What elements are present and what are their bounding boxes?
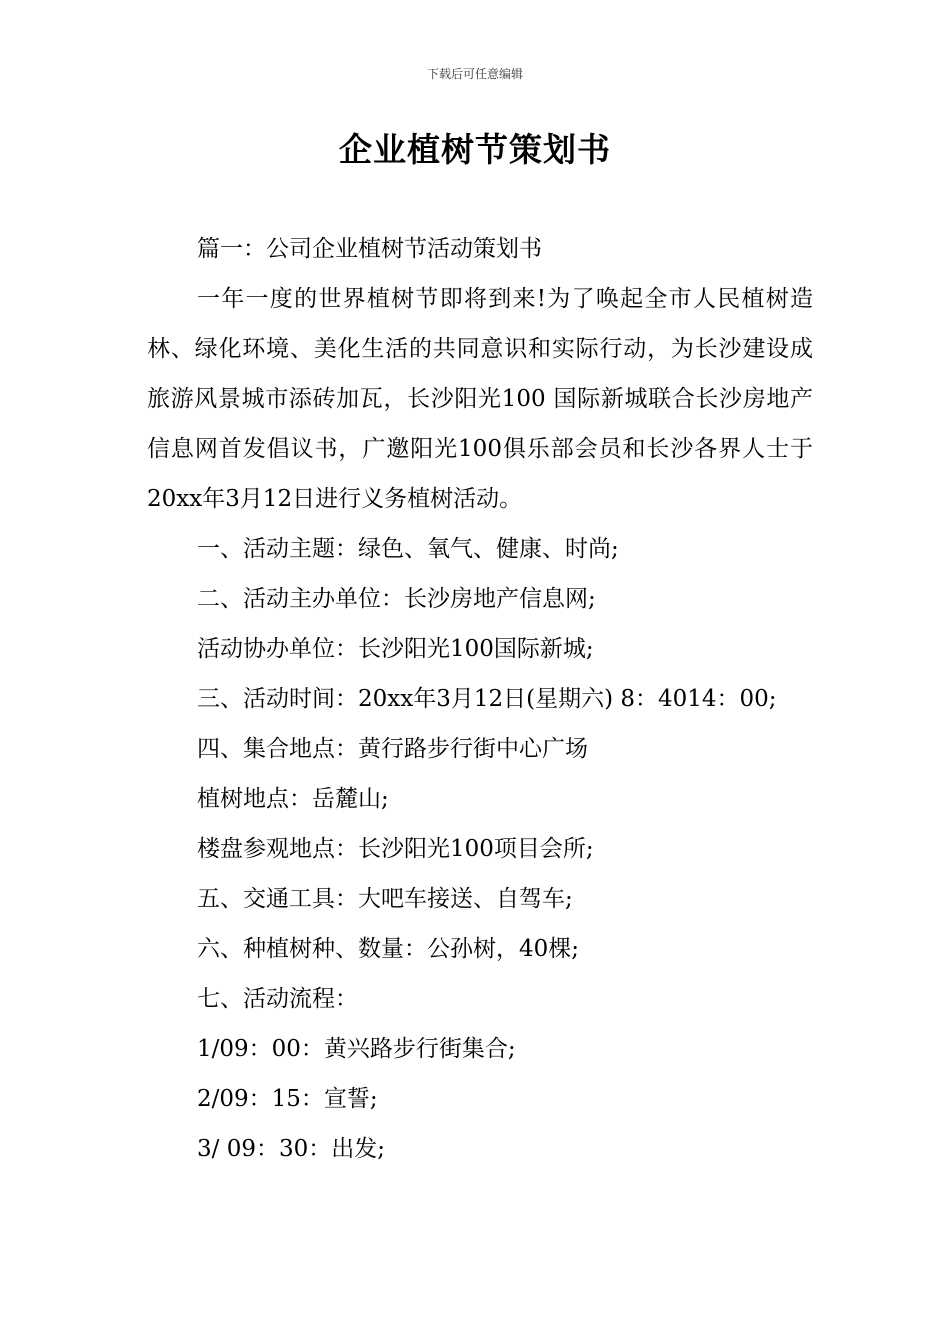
- document-title: 企业植树节策划书: [339, 130, 611, 169]
- document-body: [147, 224, 813, 1174]
- activity-process-heading: 七、活动流程：: [197, 986, 358, 1012]
- activity-theme: 一、活动主题：绿色、氧气、健康、时尚;: [197, 536, 619, 562]
- activity-organizer: 二、活动主办单位：长沙房地产信息网;: [197, 586, 596, 612]
- activity-co-organizer: 活动协办单位：长沙阳光100国际新城;: [197, 636, 594, 662]
- planting-location: 植树地点：岳麓山;: [197, 786, 389, 812]
- transportation: 五、交通工具：大吧车接送、自驾车;: [197, 886, 573, 912]
- tree-species-quantity: 六、种植树种、数量：公孙树，40棵;: [197, 936, 580, 962]
- process-step: 2/09：15：宣誓;: [197, 1086, 378, 1112]
- activity-time: 三、活动时间：20xx年3月12日(星期六) 8：4014：00;: [197, 686, 777, 712]
- intro-paragraph: 一年一度的世界植树节即将到来!为了唤起全市人民植树造林、绿化环境、美化生活的共同意识和实际行动，为长沙建设成旅游风景城市添砖加瓦，长沙阳光100 国际新城联合长沙房地产信息网首发倡议书，广邀阳光100俱乐部会员和长沙各界人士于20xx年3月12日进行义务植树活动。: [147, 286, 813, 512]
- visit-location: 楼盘参观地点：长沙阳光100项目会所;: [197, 836, 594, 862]
- page-header-note: 下载后可任意编辑: [426, 67, 523, 81]
- assembly-location: 四、集合地点：黄行路步行街中心广场: [197, 736, 588, 762]
- section-heading: 篇一：公司企业植树节活动策划书: [197, 236, 542, 262]
- process-step: 3/ 09：30：出发;: [197, 1136, 385, 1162]
- process-step: 1/09：00：黄兴路步行街集合;: [197, 1036, 516, 1062]
